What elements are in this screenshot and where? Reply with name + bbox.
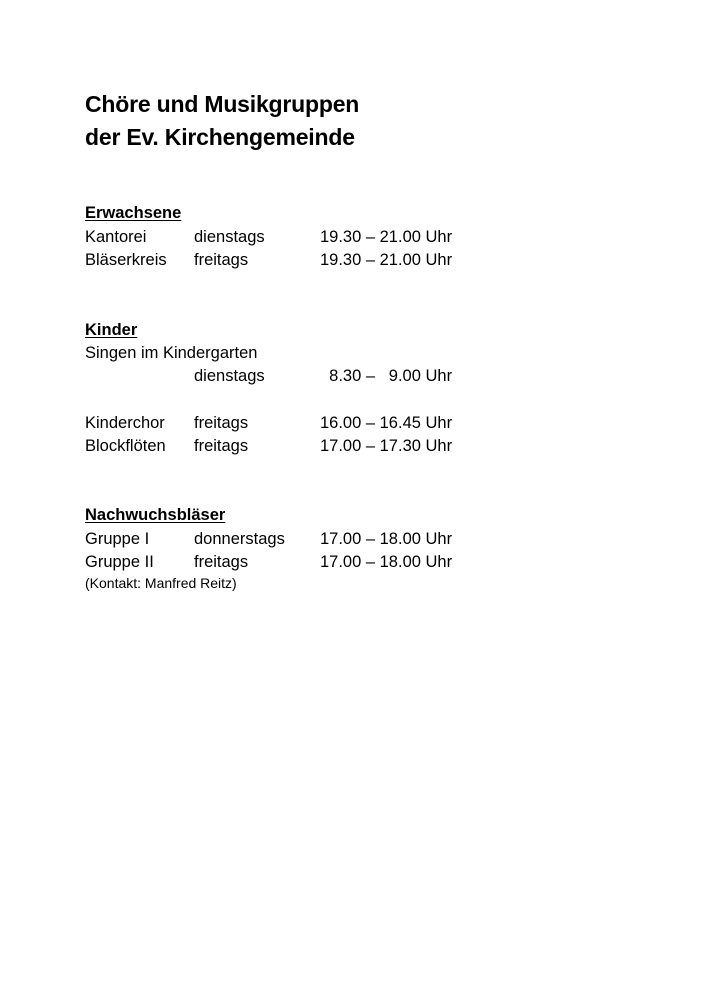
row-day: freitags bbox=[194, 251, 249, 269]
row-day: dienstags bbox=[194, 228, 265, 246]
row-name: Singen im Kindergarten bbox=[85, 344, 258, 362]
row-day: freitags bbox=[194, 553, 249, 571]
title-line-1: Chöre und Musikgruppen bbox=[85, 91, 360, 117]
row-time: 17.00 – 18.00 Uhr bbox=[320, 530, 453, 548]
row-time: 16.00 – 16.45 Uhr bbox=[320, 414, 453, 432]
row-name: Kantorei bbox=[85, 228, 147, 246]
section-heading-erwachsene: Erwachsene bbox=[85, 204, 182, 222]
row-day: freitags bbox=[194, 414, 249, 432]
row-name: Kinderchor bbox=[85, 414, 165, 432]
row-day: dienstags bbox=[194, 367, 265, 385]
row-name: Blockflöten bbox=[85, 437, 166, 455]
row-time: 8.30 – 9.00 Uhr bbox=[320, 367, 453, 385]
page-title bbox=[85, 88, 359, 154]
section-heading-kinder: Kinder bbox=[85, 321, 138, 339]
row-name: Gruppe I bbox=[85, 530, 150, 548]
row-time: 17.00 – 17.30 Uhr bbox=[320, 437, 453, 455]
row-name: Bläserkreis bbox=[85, 251, 167, 269]
contact-note: (Kontakt: Manfred Reitz) bbox=[85, 575, 237, 591]
title-line-2: der Ev. Kirchengemeinde bbox=[85, 124, 355, 150]
row-time: 19.30 – 21.00 Uhr bbox=[320, 251, 453, 269]
row-day: freitags bbox=[194, 437, 249, 455]
row-name: Gruppe II bbox=[85, 553, 154, 571]
row-day: donnerstags bbox=[194, 530, 285, 548]
row-time: 19.30 – 21.00 Uhr bbox=[320, 228, 453, 246]
row-time: 17.00 – 18.00 Uhr bbox=[320, 553, 453, 571]
section-heading-nachwuchsblaeser: Nachwuchsbläser bbox=[85, 506, 226, 524]
